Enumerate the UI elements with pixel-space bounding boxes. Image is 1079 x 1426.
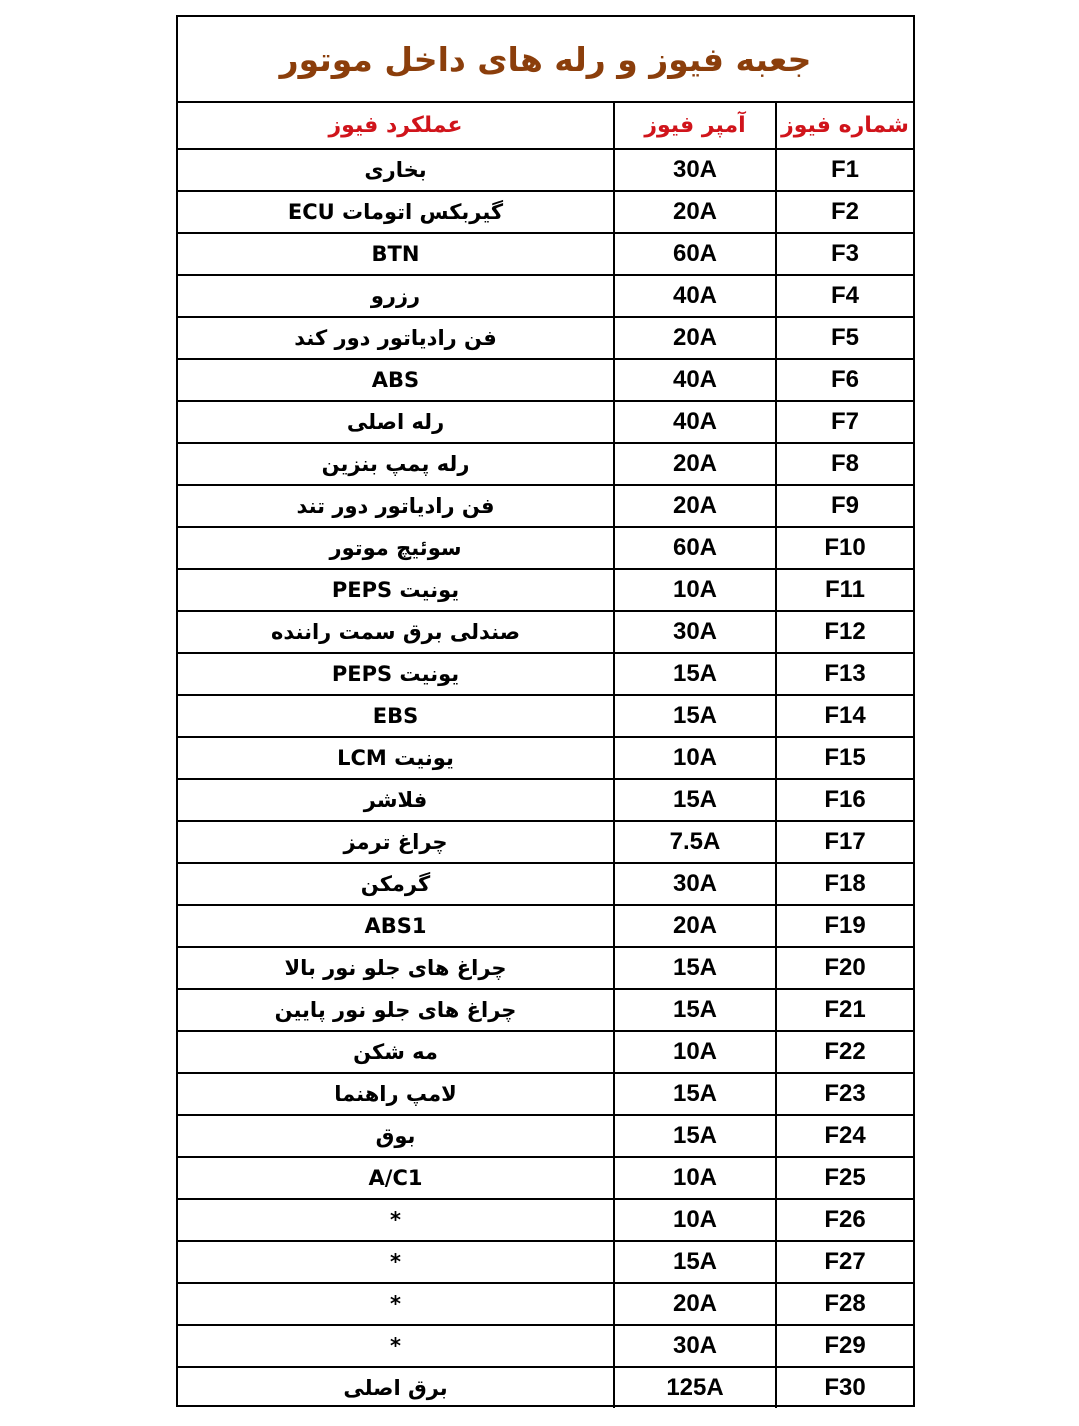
table-row <box>178 233 913 275</box>
cell-ampere: 15A <box>614 653 776 695</box>
cell-number: F17 <box>776 821 913 863</box>
cell-function: گرمکن <box>178 863 614 905</box>
cell-number: F3 <box>776 233 913 275</box>
cell-ampere: 30A <box>614 149 776 191</box>
cell-ampere: 15A <box>614 695 776 737</box>
table-row <box>178 443 913 485</box>
table-row <box>178 905 913 947</box>
cell-ampere: 10A <box>614 1157 776 1199</box>
header-row <box>178 103 913 149</box>
cell-number: F4 <box>776 275 913 317</box>
cell-ampere: 20A <box>614 1283 776 1325</box>
cell-number: F18 <box>776 863 913 905</box>
cell-ampere: 15A <box>614 779 776 821</box>
cell-function: * <box>178 1283 614 1325</box>
cell-number: F14 <box>776 695 913 737</box>
cell-number: F19 <box>776 905 913 947</box>
cell-ampere: 30A <box>614 611 776 653</box>
cell-ampere: 20A <box>614 317 776 359</box>
table-row <box>178 863 913 905</box>
cell-ampere: 20A <box>614 905 776 947</box>
cell-function: فن رادیاتور دور تند <box>178 485 614 527</box>
cell-ampere: 15A <box>614 1115 776 1157</box>
cell-function: ABS1 <box>178 905 614 947</box>
table-row <box>178 317 913 359</box>
cell-number: F11 <box>776 569 913 611</box>
header-number: شماره فیوز <box>776 103 913 149</box>
cell-ampere: 125A <box>614 1367 776 1408</box>
cell-number: F27 <box>776 1241 913 1283</box>
cell-function: چراغ های جلو نور پایین <box>178 989 614 1031</box>
cell-function: رله اصلی <box>178 401 614 443</box>
cell-ampere: 10A <box>614 737 776 779</box>
cell-ampere: 30A <box>614 1325 776 1367</box>
header-function: عملکرد فیوز <box>178 103 614 149</box>
cell-function: مه شکن <box>178 1031 614 1073</box>
table-row <box>178 695 913 737</box>
table-row <box>178 1031 913 1073</box>
cell-number: F12 <box>776 611 913 653</box>
cell-number: F8 <box>776 443 913 485</box>
table-row <box>178 1073 913 1115</box>
cell-function: * <box>178 1241 614 1283</box>
cell-ampere: 40A <box>614 359 776 401</box>
table-row <box>178 149 913 191</box>
cell-ampere: 15A <box>614 1241 776 1283</box>
header-ampere: آمپر فیوز <box>614 103 776 149</box>
table-row <box>178 191 913 233</box>
cell-number: F5 <box>776 317 913 359</box>
cell-function: چراغ های جلو نور بالا <box>178 947 614 989</box>
fuse-table <box>178 103 913 1408</box>
table-row <box>178 485 913 527</box>
table-row <box>178 947 913 989</box>
cell-ampere: 10A <box>614 569 776 611</box>
cell-number: F21 <box>776 989 913 1031</box>
cell-ampere: 10A <box>614 1031 776 1073</box>
cell-function: گیربکس اتومات ECU <box>178 191 614 233</box>
cell-function: یونیت LCM <box>178 737 614 779</box>
cell-number: F2 <box>776 191 913 233</box>
table-row <box>178 569 913 611</box>
cell-function: لامپ راهنما <box>178 1073 614 1115</box>
cell-ampere: 30A <box>614 863 776 905</box>
cell-number: F7 <box>776 401 913 443</box>
table-row <box>178 1115 913 1157</box>
cell-function: یونیت PEPS <box>178 653 614 695</box>
cell-number: F23 <box>776 1073 913 1115</box>
cell-ampere: 40A <box>614 275 776 317</box>
cell-ampere: 15A <box>614 989 776 1031</box>
table-row <box>178 989 913 1031</box>
cell-ampere: 20A <box>614 191 776 233</box>
cell-number: F13 <box>776 653 913 695</box>
cell-function: بخاری <box>178 149 614 191</box>
table-row <box>178 653 913 695</box>
table-row <box>178 1367 913 1408</box>
table-row <box>178 401 913 443</box>
cell-number: F9 <box>776 485 913 527</box>
cell-number: F24 <box>776 1115 913 1157</box>
table-row <box>178 1283 913 1325</box>
table-row <box>178 359 913 401</box>
cell-number: F26 <box>776 1199 913 1241</box>
table-row <box>178 779 913 821</box>
cell-number: F30 <box>776 1367 913 1408</box>
cell-number: F10 <box>776 527 913 569</box>
cell-function: چراغ ترمز <box>178 821 614 863</box>
cell-function: رله پمپ بنزین <box>178 443 614 485</box>
cell-number: F16 <box>776 779 913 821</box>
fuse-table-frame <box>176 15 915 1407</box>
cell-function: فن رادیاتور دور کند <box>178 317 614 359</box>
cell-number: F6 <box>776 359 913 401</box>
cell-ampere: 20A <box>614 443 776 485</box>
cell-ampere: 10A <box>614 1199 776 1241</box>
cell-function: برق اصلی <box>178 1367 614 1408</box>
cell-function: * <box>178 1199 614 1241</box>
table-row <box>178 1199 913 1241</box>
table-row <box>178 1157 913 1199</box>
page-title: جعبه فیوز و رله های داخل موتور <box>178 17 913 103</box>
table-row <box>178 1325 913 1367</box>
cell-ampere: 60A <box>614 233 776 275</box>
table-row <box>178 527 913 569</box>
cell-function: ABS <box>178 359 614 401</box>
cell-number: F28 <box>776 1283 913 1325</box>
table-row <box>178 1241 913 1283</box>
cell-number: F29 <box>776 1325 913 1367</box>
cell-number: F20 <box>776 947 913 989</box>
cell-function: فلاشر <box>178 779 614 821</box>
table-row <box>178 821 913 863</box>
table-body <box>178 149 913 1408</box>
cell-number: F1 <box>776 149 913 191</box>
table-row <box>178 611 913 653</box>
cell-ampere: 7.5A <box>614 821 776 863</box>
cell-function: * <box>178 1325 614 1367</box>
cell-function: EBS <box>178 695 614 737</box>
cell-number: F25 <box>776 1157 913 1199</box>
cell-function: A/C1 <box>178 1157 614 1199</box>
cell-function: یونیت PEPS <box>178 569 614 611</box>
cell-function: بوق <box>178 1115 614 1157</box>
cell-ampere: 40A <box>614 401 776 443</box>
cell-ampere: 60A <box>614 527 776 569</box>
cell-ampere: 20A <box>614 485 776 527</box>
cell-ampere: 15A <box>614 947 776 989</box>
table-row <box>178 275 913 317</box>
cell-number: F15 <box>776 737 913 779</box>
cell-number: F22 <box>776 1031 913 1073</box>
cell-function: سوئیچ موتور <box>178 527 614 569</box>
cell-function: BTN <box>178 233 614 275</box>
cell-function: صندلی برق سمت راننده <box>178 611 614 653</box>
cell-ampere: 15A <box>614 1073 776 1115</box>
table-row <box>178 737 913 779</box>
cell-function: رزرو <box>178 275 614 317</box>
